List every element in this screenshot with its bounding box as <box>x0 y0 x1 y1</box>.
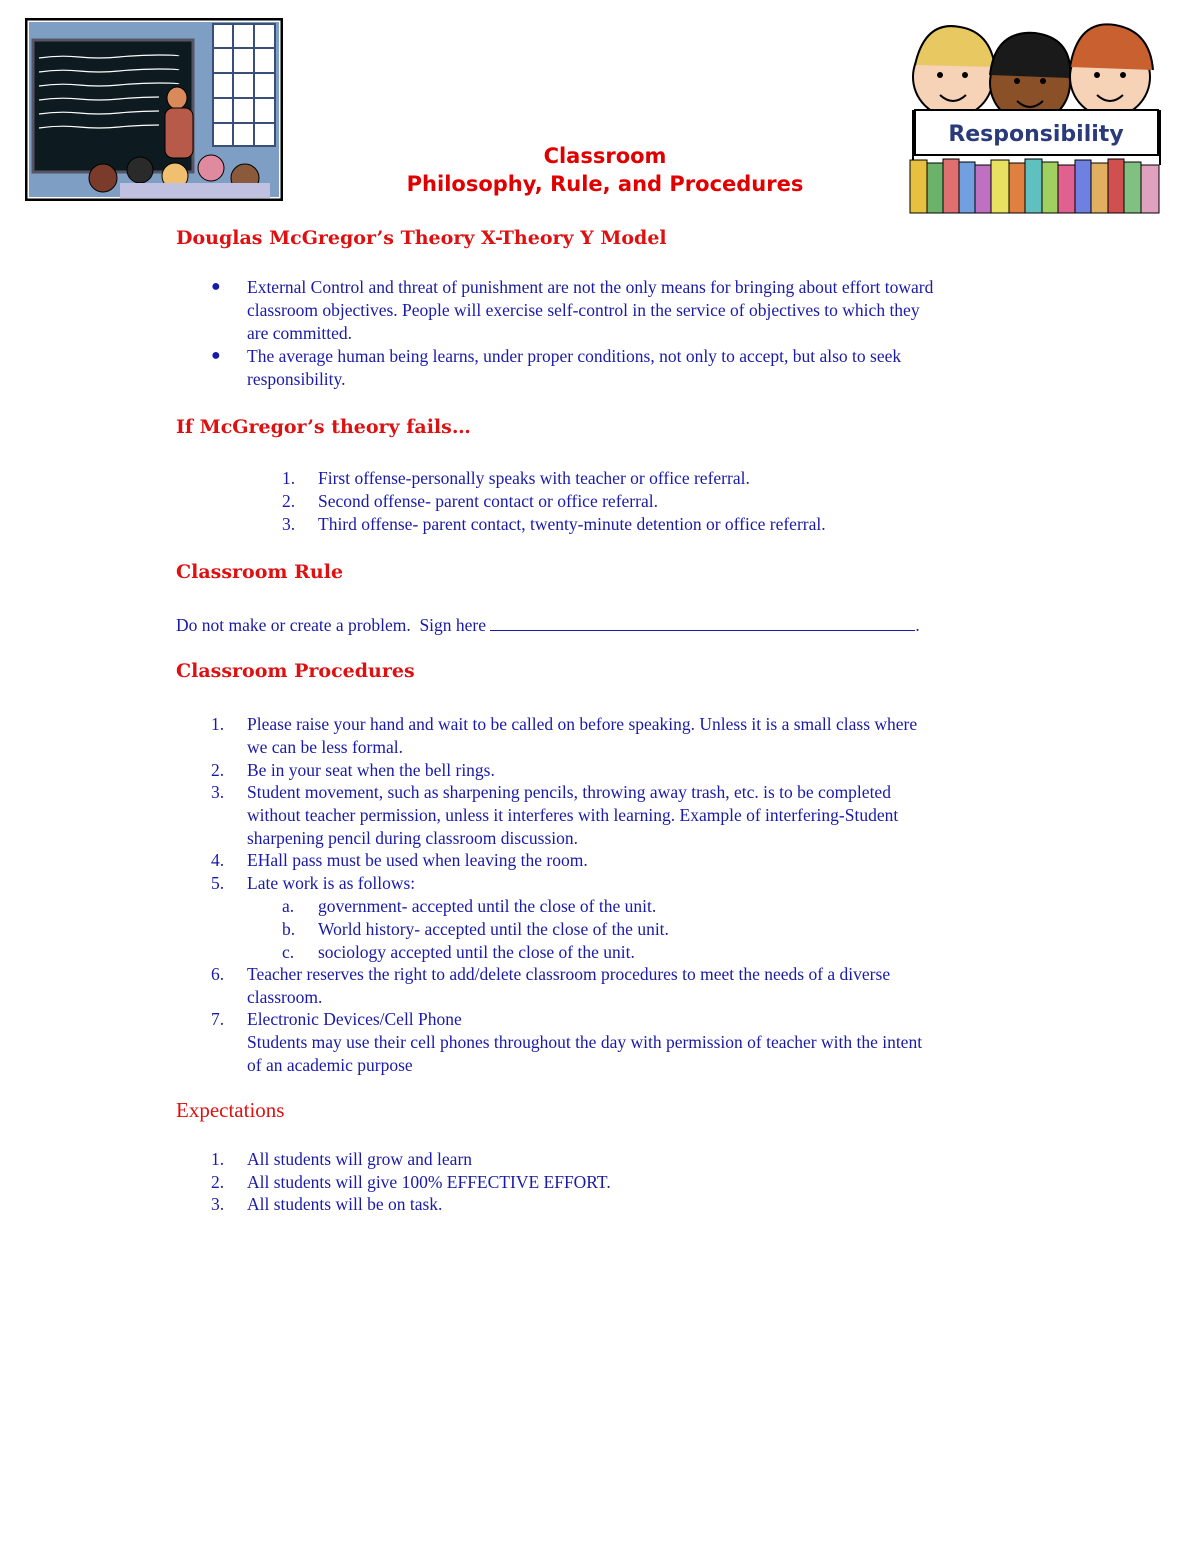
rule-text-row <box>176 614 920 637</box>
list-letter: c. <box>282 942 295 962</box>
theory-heading: Douglas McGregor’s Theory X-Theory Y Model <box>176 227 667 249</box>
list-number: 4. <box>211 850 225 870</box>
title-line-1: Classroom <box>543 144 667 168</box>
list-item: are committed. <box>247 323 352 343</box>
list-item: The average human being learns, under proper conditions, not only to accept, but also to seek <box>247 346 902 366</box>
list-number: 3. <box>282 514 296 534</box>
list-item: Be in your seat when the bell rings. <box>247 760 495 780</box>
page-title <box>0 142 1200 198</box>
list-item: Teacher reserves the right to add/delete classroom procedures to meet the needs of a diverse <box>247 964 891 984</box>
signature-line[interactable] <box>490 614 915 631</box>
list-number: 2. <box>282 491 296 511</box>
title-line-2: Philosophy, Rule, and Procedures <box>406 172 804 196</box>
list-number: 1. <box>211 714 225 734</box>
list-item: Students may use their cell phones throughout the day with permission of teacher with the intent <box>247 1032 923 1052</box>
bullet-icon: ● <box>211 278 221 295</box>
list-number: 3. <box>211 782 225 802</box>
list-subitem: World history- accepted until the close of the unit. <box>318 919 669 939</box>
list-number: 1. <box>211 1149 225 1169</box>
list-number: 1. <box>282 468 296 488</box>
list-item: Electronic Devices/Cell Phone <box>247 1009 462 1029</box>
list-item: Second offense- parent contact or office referral. <box>318 491 658 511</box>
list-item: Please raise your hand and wait to be called on before speaking. Unless it is a small class where <box>247 714 918 734</box>
list-item: All students will grow and learn <box>247 1149 473 1169</box>
list-number: 6. <box>211 964 225 984</box>
list-item: Late work is as follows: <box>247 873 416 893</box>
list-item: First offense-personally speaks with teacher or office referral. <box>318 468 750 488</box>
expectations-heading: Expectations <box>176 1098 285 1122</box>
procedures-heading: Classroom Procedures <box>176 660 415 682</box>
list-item: responsibility. <box>247 369 346 389</box>
list-letter: a. <box>282 896 295 916</box>
list-item: External Control and threat of punishment are not the only means for bringing about effort toward <box>247 277 934 297</box>
list-item: we can be less formal. <box>247 737 403 757</box>
list-number: 3. <box>211 1194 225 1214</box>
list-item: classroom objectives. People will exercise self-control in the service of objectives to which they <box>247 300 920 320</box>
list-item: Student movement, such as sharpening pencils, throwing away trash, etc. is to be completed <box>247 782 891 802</box>
list-number: 2. <box>211 760 225 780</box>
fails-heading: If McGregor’s theory fails… <box>176 416 471 438</box>
list-subitem: government- accepted until the close of the unit. <box>318 896 657 916</box>
list-item: classroom. <box>247 987 323 1007</box>
list-item: All students will give 100% EFFECTIVE EFFORT. <box>247 1172 611 1192</box>
list-subitem: sociology accepted until the close of the unit. <box>318 942 635 962</box>
rule-end: . <box>915 615 920 635</box>
bullet-icon: ● <box>211 347 221 364</box>
rule-heading: Classroom Rule <box>176 561 344 583</box>
list-item: sharpening pencil during classroom discussion. <box>247 828 578 848</box>
list-item: of an academic purpose <box>247 1055 413 1075</box>
list-item: All students will be on task. <box>247 1194 443 1214</box>
list-number: 7. <box>211 1009 225 1029</box>
list-number: 5. <box>211 873 225 893</box>
rule-text: Do not make or create a problem. Sign here <box>176 615 491 635</box>
list-item: without teacher permission, unless it interferes with learning. Example of interfering-Student <box>247 805 899 825</box>
list-number: 2. <box>211 1172 225 1192</box>
list-letter: b. <box>282 919 296 939</box>
list-item: Third offense- parent contact, twenty-minute detention or office referral. <box>318 514 826 534</box>
list-item: EHall pass must be used when leaving the room. <box>247 850 588 870</box>
responsibility-sign-text: Responsibility <box>948 122 1124 147</box>
